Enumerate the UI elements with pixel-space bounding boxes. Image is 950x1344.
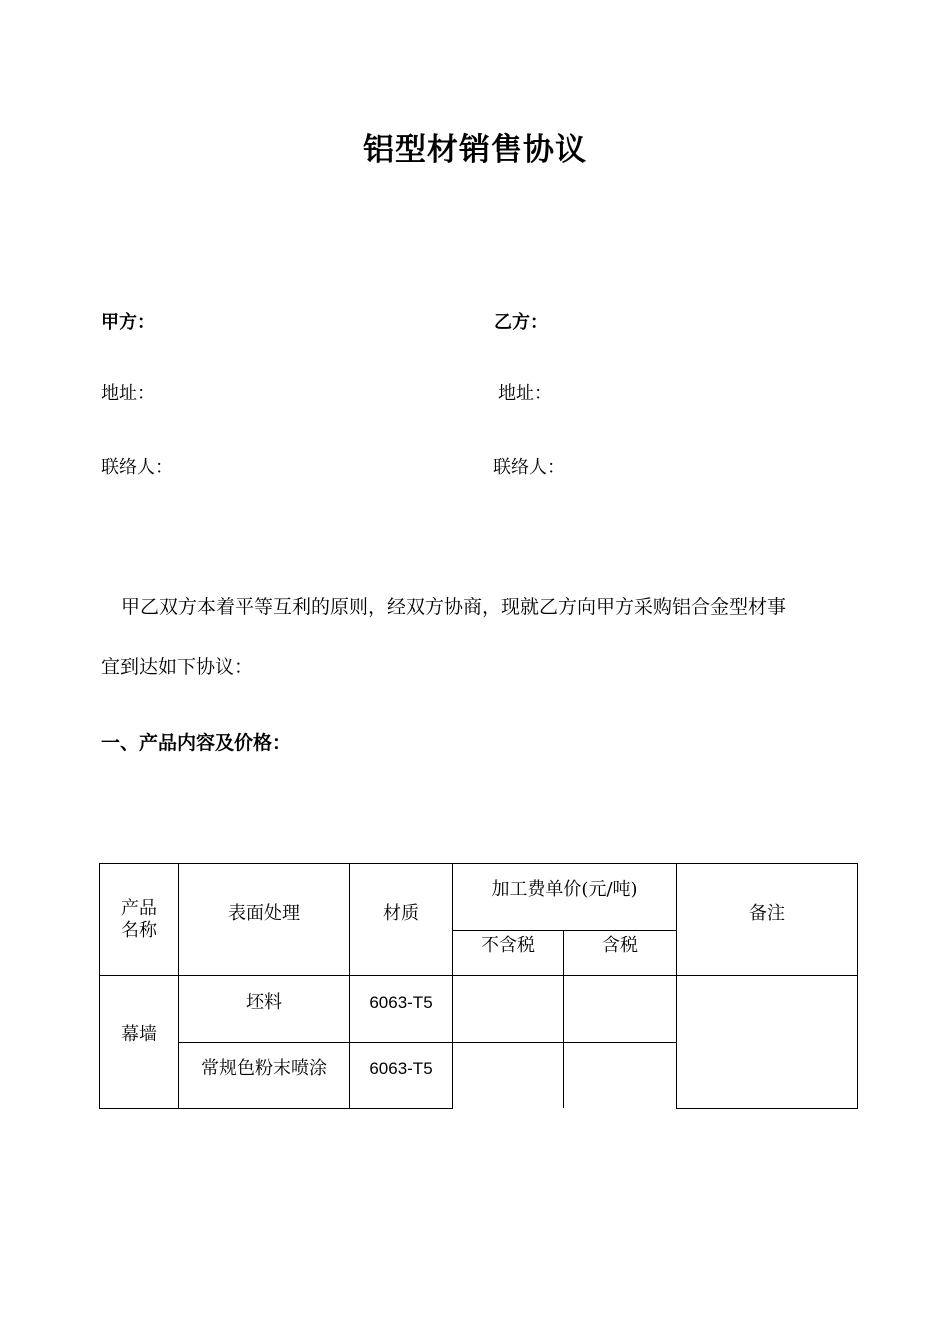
header-product-name-line1: 产品 [121, 897, 157, 919]
row-2-no-tax [453, 1043, 563, 1108]
header-tax: 含税 [602, 935, 638, 956]
row-2-surface: 常规色粉末喷涂 [201, 1058, 327, 1079]
header-no-tax: 不含税 [481, 935, 535, 956]
table-border-right [857, 863, 858, 1109]
remark-cell [677, 976, 857, 1108]
table-border-bottom-right [676, 1108, 858, 1109]
row-2-material: 6063-T5 [369, 1059, 433, 1078]
product-price-table [99, 863, 858, 1109]
row-1-material: 6063-T5 [369, 993, 433, 1012]
party-a-address-label: 地址： [101, 383, 155, 404]
section-1-heading: 一、产品内容及价格： [101, 732, 292, 754]
intro-line-1: 甲乙双方本着平等互利的原则，经双方协商，现就乙方向甲方采购铝合金型材事 [121, 596, 787, 618]
header-product-name [100, 864, 178, 975]
header-remark: 备注 [749, 903, 785, 924]
party-a-contact-label: 联络人： [101, 457, 173, 478]
party-b-label: 乙方： [494, 312, 548, 333]
party-a-label: 甲方： [101, 312, 155, 333]
table-border-bottom-left [99, 1108, 453, 1109]
product-name-cell: 幕墙 [121, 1024, 157, 1045]
row-1-no-tax [453, 976, 563, 1042]
row-1-surface: 坯料 [246, 992, 282, 1013]
header-processing-fee: 加工费单价(元/吨) [491, 879, 638, 900]
party-b-contact-label: 联络人： [493, 457, 565, 478]
header-surface: 表面处理 [228, 903, 300, 924]
header-material: 材质 [383, 903, 419, 924]
row-1-tax [564, 976, 676, 1042]
document-title: 铝型材销售协议 [363, 132, 587, 168]
row-2-tax [564, 1043, 676, 1108]
party-b-address-label: 地址： [498, 383, 552, 404]
intro-line-2: 宜到达如下协议： [101, 656, 254, 678]
header-product-name-line2: 名称 [121, 919, 157, 941]
